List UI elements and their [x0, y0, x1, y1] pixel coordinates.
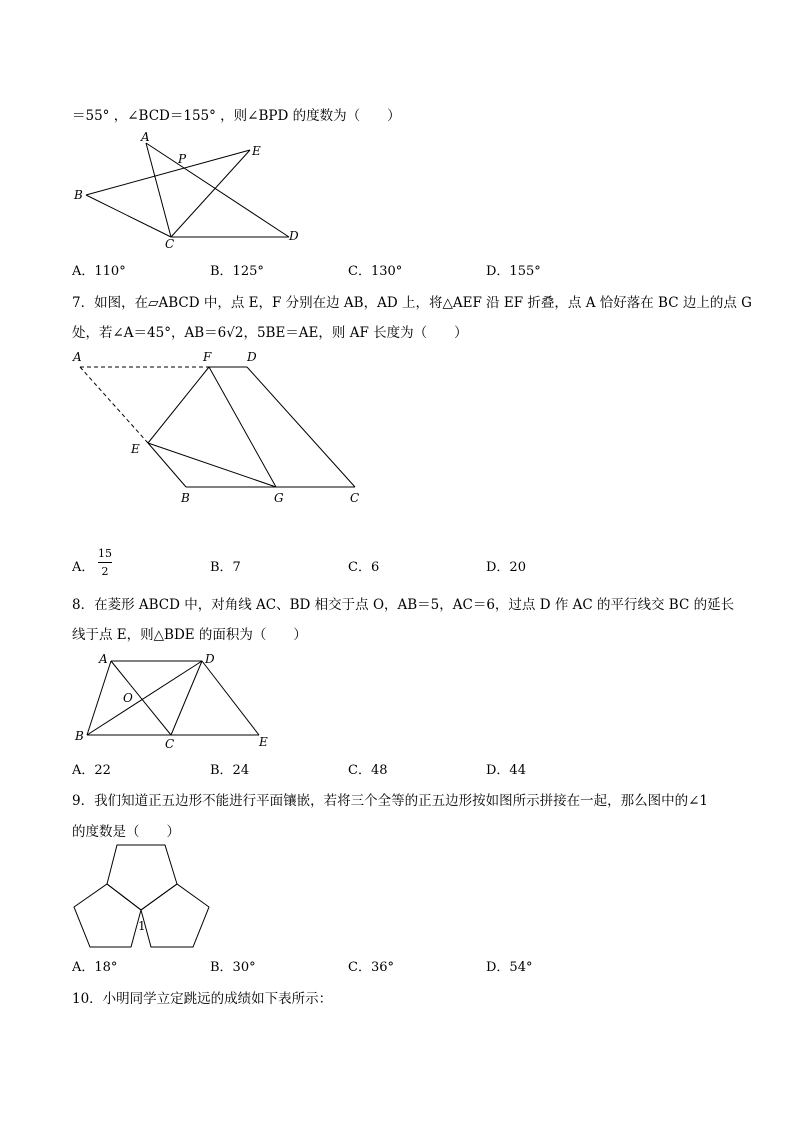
q7-label-g: G: [274, 491, 284, 505]
q7-option-a-denominator: 2: [101, 565, 109, 578]
q6-option-c: C．130°: [348, 264, 403, 279]
q9-option-a: A．18°: [72, 960, 118, 975]
q8-label-d: D: [205, 652, 215, 666]
q7-option-d: D．20: [486, 560, 526, 575]
q6-label-b: B: [74, 188, 83, 202]
q7-label-d: D: [247, 350, 257, 364]
q8-option-a: A．22: [72, 763, 111, 778]
q6-text: ＝55° ，∠BCD＝155° ，则∠BPD 的度数为（ ）: [72, 108, 401, 124]
q8-label-a: A: [99, 652, 108, 666]
q6-label-e: E: [252, 144, 261, 158]
q7-label-b: B: [181, 491, 190, 505]
q7-label-a: A: [73, 350, 82, 364]
q8-text-line2: 线于点 E，则△BDE 的面积为（ ）: [72, 627, 307, 643]
q7-option-c: C．6: [348, 560, 380, 575]
q6-option-b: B．125°: [210, 264, 264, 279]
q9-option-d: D．54°: [486, 960, 533, 975]
q8-label-e: E: [259, 735, 268, 749]
q6-option-d: D．155°: [486, 264, 541, 279]
q8-text-line1: 8．在菱形 ABCD 中，对角线 AC、BD 相交于点 O，AB＝5，AC＝6，过点 D 作 AC 的平行线交 BC 的延长: [72, 597, 735, 613]
q6-label-a: A: [141, 130, 150, 144]
q8-option-c: C．48: [348, 763, 388, 778]
q6-label-d: D: [289, 229, 299, 243]
q10-text: 10．小明同学立定跳远的成绩如下表所示：: [72, 991, 333, 1007]
q8-option-b: B．24: [210, 763, 250, 778]
q8-label-b: B: [75, 729, 84, 743]
q8-option-d: D．44: [486, 763, 526, 778]
q7-option-b: B．7: [210, 560, 241, 575]
q7-label-e: E: [131, 442, 140, 456]
q7-text-line1: 7．如图，在▱ABCD 中，点 E，F 分别在边 AB，AD 上，将△AEF 沿 EF 折叠，点 A 恰好落在 BC 边上的点 G: [72, 295, 752, 311]
q7-option-a-numerator: 15: [98, 547, 112, 560]
q9-angle-label: 1: [138, 919, 146, 933]
q8-label-o: O: [123, 691, 133, 705]
q6-label-c: C: [165, 237, 175, 251]
q7-label-c: C: [350, 491, 360, 505]
q7-option-a-prefix: A．: [72, 560, 95, 575]
q7-label-f: F: [203, 350, 212, 364]
q7-text-line2: 处，若∠A＝45°，AB＝6√2，5BE＝AE，则 AF 长度为（ ）: [72, 325, 468, 341]
q6-label-p: P: [178, 152, 187, 166]
q8-label-c: C: [165, 737, 175, 751]
q9-text-line1: 9．我们知道正五边形不能进行平面镶嵌，若将三个全等的正五边形按如图所示拼接在一起，那么图中的∠1: [72, 793, 708, 809]
q9-option-c: C．36°: [348, 960, 394, 975]
q9-text-line2: 的度数是（ ）: [72, 824, 180, 840]
q6-option-a: A．110°: [72, 264, 126, 279]
q9-option-b: B．30°: [210, 960, 256, 975]
